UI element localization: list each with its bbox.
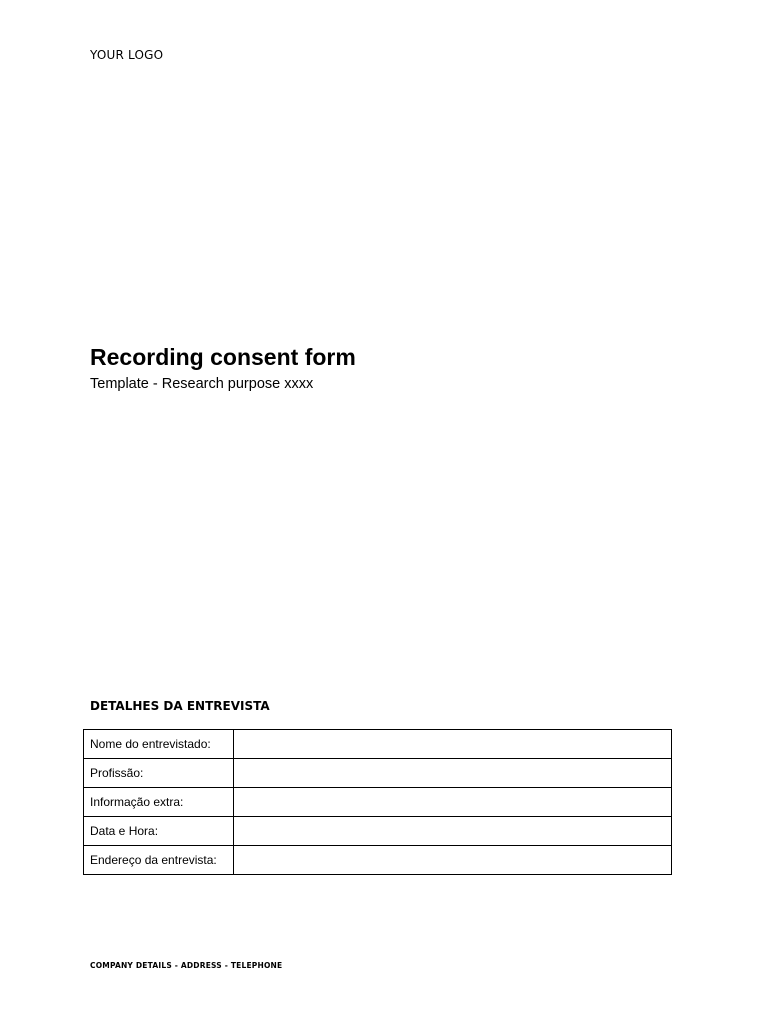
table-row [84,730,672,759]
table-row [84,759,672,788]
table-row [84,788,672,817]
logo-placeholder: YOUR LOGO [90,48,164,62]
interview-details-table [83,729,672,875]
document-subtitle: Template - Research purpose xxxx [90,376,314,392]
interviewee-name-label: Nome do entrevistado: [84,730,234,759]
footer-company-details: COMPANY DETAILS - ADDRESS - TELEPHONE [90,961,283,970]
interviewee-name-field[interactable] [234,730,672,759]
document-title: Recording consent form [90,344,356,370]
interview-details-heading: DETALHES DA ENTREVISTA [90,699,270,713]
date-time-label: Data e Hora: [84,817,234,846]
interview-address-label: Endereço da entrevista: [84,846,234,875]
date-time-field[interactable] [234,817,672,846]
profession-field[interactable] [234,759,672,788]
table-row [84,817,672,846]
profession-label: Profissão: [84,759,234,788]
table-row [84,846,672,875]
interview-address-field[interactable] [234,846,672,875]
extra-info-field[interactable] [234,788,672,817]
extra-info-label: Informação extra: [84,788,234,817]
